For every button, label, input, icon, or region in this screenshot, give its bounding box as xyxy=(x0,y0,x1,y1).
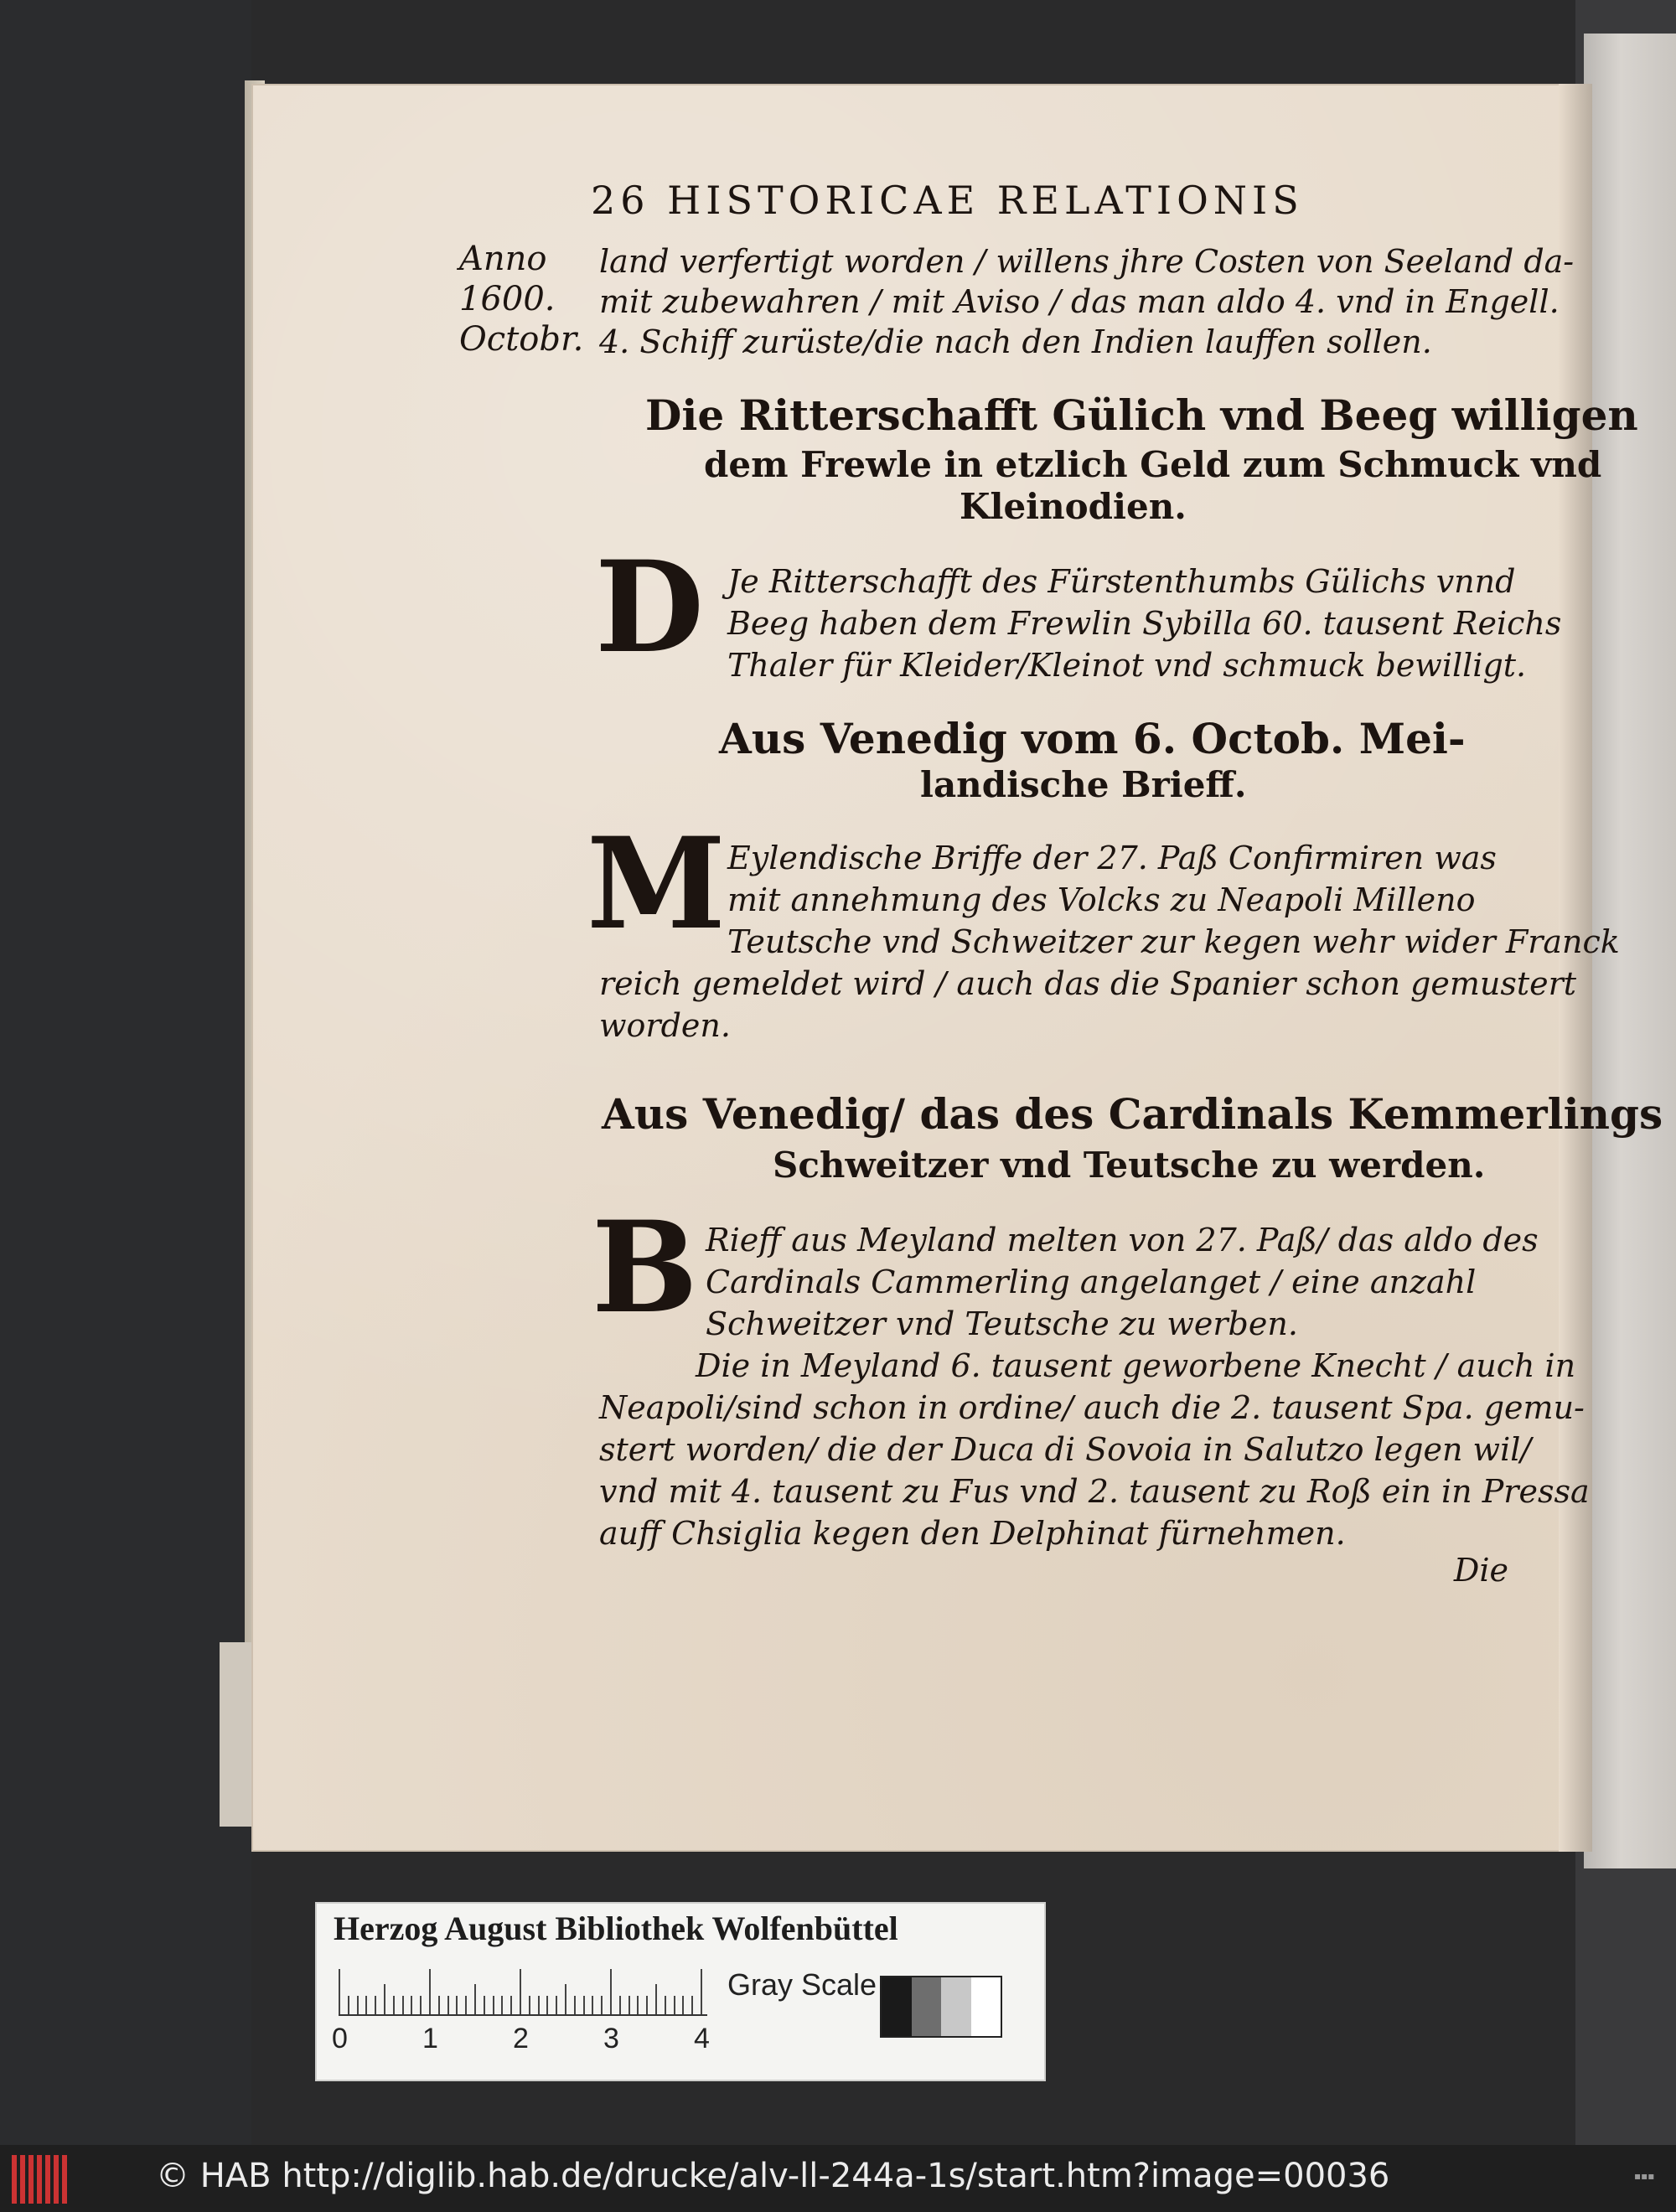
ruler-tick xyxy=(447,1996,449,2014)
ruler-tick xyxy=(583,1996,585,2014)
ruler-tick xyxy=(520,1969,521,2014)
section-heading: Kleinodien. xyxy=(960,486,1187,527)
page-header: 26 HISTORICAE RELATIONIS xyxy=(591,178,1304,223)
text-line: Schweitzer vnd Teutsche zu werben. xyxy=(706,1305,1298,1342)
ruler-number: 2 xyxy=(513,2023,529,2054)
text-line: Teutsche vnd Schweitzer zur kegen wehr wider Franck xyxy=(727,923,1620,960)
section-heading: Aus Venedig/ das des Cardinals Kemmerlings xyxy=(602,1089,1663,1139)
ruler-tick xyxy=(384,1984,385,2014)
text-line: mit annehmung des Volcks zu Neapoli Milleno xyxy=(727,881,1476,918)
text-line: auff Chsiglia kegen den Delphinat fürnehmen. xyxy=(599,1515,1346,1552)
margin-note-line: 1600. xyxy=(459,280,556,318)
ruler-tick xyxy=(619,1996,621,2014)
ruler-tick xyxy=(493,1996,494,2014)
hab-logo-icon xyxy=(12,2155,70,2204)
ruler-number: 1 xyxy=(422,2023,438,2054)
gray-swatch xyxy=(882,1977,912,2036)
ruler-tick xyxy=(646,1996,648,2014)
ruler-tick xyxy=(339,1969,340,2014)
section-heading: Schweitzer vnd Teutsche zu werden. xyxy=(773,1145,1486,1186)
text-line: stert worden/ die der Duca di Sovoia in Salutzo legen wil/ xyxy=(599,1431,1532,1468)
text-line: Die in Meyland 6. tausent geworbene Knecht / auch in xyxy=(696,1347,1576,1384)
ruler-tick xyxy=(574,1996,576,2014)
ruler-tick xyxy=(592,1996,593,2014)
text-line: Eylendische Briffe der 27. Paß Confirmiren was xyxy=(727,840,1497,876)
ruler-tick xyxy=(484,1996,485,2014)
ruler-tick xyxy=(682,1996,684,2014)
text-line: Beeg haben dem Frewlin Sybilla 60. tausent Reichs xyxy=(727,605,1562,642)
ruler-tick xyxy=(429,1969,431,2014)
gray-swatch xyxy=(971,1977,1001,2036)
ruler-tick xyxy=(393,1996,395,2014)
ruler-tick xyxy=(691,1996,693,2014)
ruler-tick xyxy=(655,1984,657,2014)
ruler-tick xyxy=(701,1969,702,2014)
text-line: worden. xyxy=(599,1007,731,1044)
section-heading: landische Brieff. xyxy=(920,764,1247,805)
ruler-tick xyxy=(456,1996,458,2014)
ruler-tick xyxy=(474,1984,476,2014)
ruler-tick xyxy=(438,1996,440,2014)
library-name: Herzog August Bibliothek Wolfenbüttel xyxy=(334,1910,898,1947)
ruler-tick xyxy=(565,1984,566,2014)
text-line: Cardinals Cammerling angelanget / eine anzahl xyxy=(706,1264,1477,1300)
catchword: Die xyxy=(1453,1552,1508,1589)
ruler-tick xyxy=(556,1996,557,2014)
text-line: vnd mit 4. tausent zu Fus vnd 2. tausent zu Roß ein in Pressa xyxy=(599,1473,1590,1510)
ruler-tick xyxy=(375,1996,376,2014)
ruler-tick xyxy=(510,1996,512,2014)
text-line: Je Ritterschafft des Fürstenthumbs Gülichs vnnd xyxy=(727,563,1516,600)
text-line: land verfertigt worden / willens jhre Costen von Seeland da- xyxy=(599,243,1575,280)
section-heading: Die Ritterschafft Gülich vnd Beeg willigen xyxy=(645,390,1638,440)
scan-background-left xyxy=(0,0,251,2145)
ruler-tick xyxy=(357,1996,359,2014)
text-line: Neapoli/sind schon in ordine/ auch die 2. tausent Spa. gemu- xyxy=(599,1389,1585,1426)
color-target-card xyxy=(315,1902,1046,2081)
ruler-tick xyxy=(465,1996,467,2014)
ruler-tick xyxy=(674,1996,675,2014)
margin-note-line: Anno xyxy=(459,240,547,278)
gray-scale-swatches xyxy=(880,1976,1002,2038)
ruler-tick xyxy=(546,1996,548,2014)
ruler-tick xyxy=(601,1996,603,2014)
ruler-number: 3 xyxy=(603,2023,619,2054)
ruler-tick xyxy=(610,1969,612,2014)
drop-cap-initial: B xyxy=(592,1194,698,1341)
scale-ruler xyxy=(339,1967,707,2016)
gray-swatch xyxy=(941,1977,971,2036)
text-line: Rieff aus Meyland melten von 27. Paß/ das aldo des xyxy=(706,1222,1539,1258)
ruler-tick xyxy=(665,1996,666,2014)
ruler-tick xyxy=(365,1996,367,2014)
ruler-tick xyxy=(628,1996,630,2014)
ruler-number: 4 xyxy=(694,2023,710,2054)
footer-copyright-url[interactable]: © HAB http://diglib.hab.de/drucke/alv-ll-244a-1s/start.htm?image=00036 xyxy=(156,2157,1390,2195)
margin-note-line: Octobr. xyxy=(459,320,584,359)
text-line: mit zubewahren / mit Aviso / das man aldo 4. vnd in Engell. xyxy=(599,283,1560,320)
ruler-tick xyxy=(348,1996,349,2014)
ruler-tick xyxy=(411,1996,412,2014)
gray-swatch xyxy=(912,1977,942,2036)
ruler-tick xyxy=(637,1996,639,2014)
ruler-tick xyxy=(501,1996,503,2014)
ruler-tick xyxy=(529,1996,530,2014)
section-heading: Aus Venedig vom 6. Octob. Mei- xyxy=(719,714,1466,763)
section-heading: dem Frewle in etzlich Geld zum Schmuck vnd xyxy=(704,444,1602,485)
ruler-tick xyxy=(420,1996,422,2014)
gray-scale-label: Gray Scale xyxy=(727,1967,877,2002)
text-line: Thaler für Kleider/Kleinot vnd schmuck bewilligt. xyxy=(727,647,1527,684)
ruler-tick xyxy=(538,1996,540,2014)
text-line: 4. Schiff zurüste/die nach den Indien lauffen sollen. xyxy=(599,323,1432,360)
text-line: reich gemeldet wird / auch das die Spanier schon gemustert xyxy=(599,965,1577,1002)
ruler-tick xyxy=(402,1996,404,2014)
drop-cap-initial: D xyxy=(595,534,705,681)
footer-mark: ▪▪▪ xyxy=(1634,2170,1655,2182)
drop-cap-initial: M xyxy=(587,810,727,958)
ruler-number: 0 xyxy=(332,2023,348,2054)
